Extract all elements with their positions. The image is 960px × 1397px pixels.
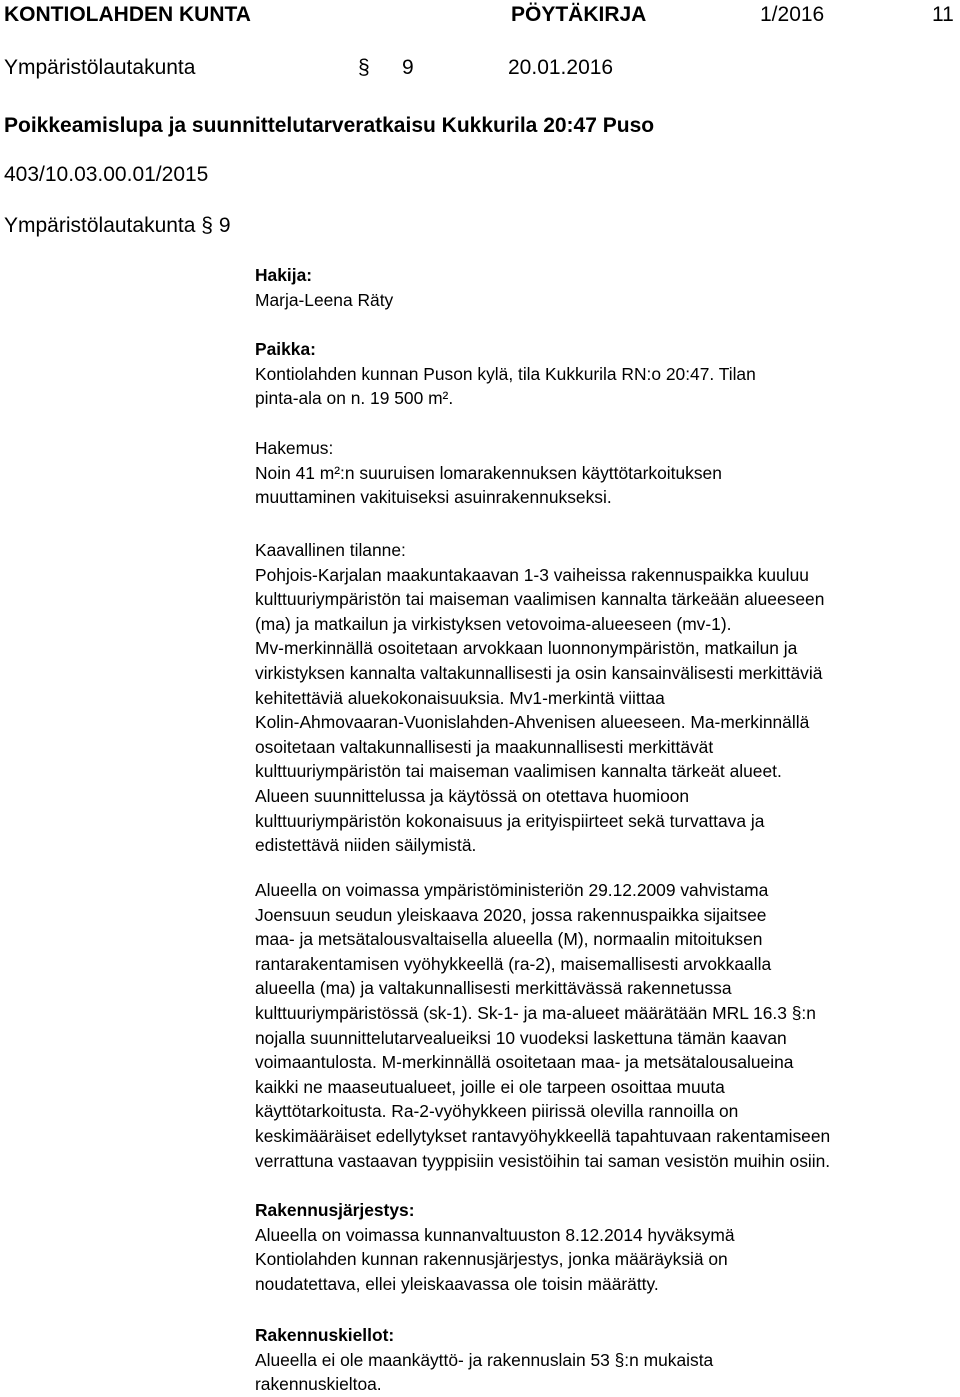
rakennusjarjestys-text: Alueella on voimassa kunnanvaltuuston 8.12.2014 hyväksymä Kontiolahden kunnan rakennusjärjestys, jonka määräyksiä on noudatettava, ellei yleiskaavassa ole toisin määrätty. — [255, 1224, 735, 1294]
rakennusjarjestys-label: Rakennusjärjestys: — [255, 1200, 415, 1220]
section-rakennuskiellot — [255, 1323, 960, 1397]
paikka-text: Kontiolahden kunnan Puson kylä, tila Kukkurila RN:o 20:47. Tilan pinta-ala on n. 19 500 m². — [255, 363, 756, 409]
subheader-committee-name: Ympäristölautakunta — [4, 214, 196, 237]
document-number: 1/2016 — [760, 3, 825, 26]
paikka-label: Paikka: — [255, 339, 316, 359]
committee-name: Ympäristölautakunta — [4, 56, 196, 79]
hakemus-text: Noin 41 m²:n suuruisen lomarakennuksen käyttötarkoituksen muuttaminen vakituiseksi asuinrakennukseksi. — [255, 462, 722, 508]
section-paikka — [255, 337, 960, 411]
rakennuskiellot-text: Alueella ei ole maankäyttö- ja rakennuslain 53 §:n mukaista rakennuskieltoa. — [255, 1349, 714, 1395]
rakennuskiellot-label: Rakennuskiellot: — [255, 1325, 395, 1345]
subheader-section-symbol: § — [201, 214, 213, 237]
section-hakija — [255, 263, 960, 312]
page-number: 11 — [932, 3, 954, 26]
kaavallinen-text: Pohjois-Karjalan maakuntakaavan 1-3 vaiheissa rakennuspaikka kuuluu kulttuuriympäristön tai maiseman vaalimisen kannalta tärkeään alueeseen (ma) ja matkailun ja virkistyksen vetovoima-alueeseen (mv-1). Mv-merkinnällä osoitetaan arvokkaan luonnonympäristön, matkailun ja virkistyksen kannalta valtakunnallisesti ja osin kansainvälisesti merkittäviä kehitettäviä aluekokonaisuuksia. Mv1-merkintä viittaa Kolin-Ahmovaaran-Vuonislahden-Ahvenisen alueeseen. Ma-merkinnällä osoitetaan valtakunnallisesti ja maakunnallisesti merkittävät kulttuuriympäristön tai maiseman vaalimisen kannalta tärkeät alueet. Alueen suunnittelussa ja käytössä on otettava huomioon kulttuuriympäristön kokonaisuus ja erityispiirteet sekä turvattava ja edistettävä niiden säilymistä. — [255, 564, 825, 856]
section-number: 9 — [402, 56, 414, 79]
subheader-committee — [4, 213, 231, 239]
municipality-name: KONTIOLAHDEN KUNTA — [4, 3, 251, 26]
section-symbol: § — [358, 56, 370, 79]
section-kaavallinen-tilanne — [255, 538, 960, 858]
meeting-date: 20.01.2016 — [508, 56, 614, 79]
page-title: Poikkeamislupa ja suunnittelutarveratkaisu Kukkurila 20:47 Puso — [4, 114, 655, 137]
hakija-text: Marja-Leena Räty — [255, 289, 394, 310]
subheader-section-number: 9 — [218, 214, 231, 237]
hakemus-label: Hakemus: — [255, 438, 334, 458]
yleiskaava-text: Alueella on voimassa ympäristöministeriön 29.12.2009 vahvistama Joensuun seudun yleiskaava 2020, jossa rakennuspaikka sijaitsee maa- ja metsätalousvaltaisella alueella (M), normaalin mitoituksen rantarakentamisen vyöhykkeellä (ra-2), maisemallisesti arvokkaalla alueella (ma) ja valtakunnallisesti merkittävässä rakennetussa kulttuuriympäristössä (sk-1). Sk-1- ja ma-alueet määrätään MRL 16.3 §:n nojalla suunnittelutarvealueiksi 10 vuodeksi laskettuna tämän kaavan voimaantulosta. M-merkinnällä osoitetaan maa- ja metsätalousalueina kaikki ne maaseutualueet, joille ei ole tarpeen osoittaa muuta käyttötarkoitusta. Ra-2-vyöhykkeen piirissä olevilla rannoilla on keskimääräiset edellytykset rantavyöhykkeellä tapahtuvaan rakentamiseen verrattuna vastaavan tyyppisiin vesistöihin tai saman vesistön muihin osiin. — [255, 880, 831, 1171]
hakija-label: Hakija: — [255, 265, 313, 285]
document-type: PÖYTÄKIRJA — [511, 3, 647, 26]
kaavallinen-label: Kaavallinen tilanne: — [255, 540, 406, 560]
section-rakennusjarjestys — [255, 1198, 960, 1296]
reference-number: 403/10.03.00.01/2015 — [4, 163, 209, 186]
section-hakemus — [255, 436, 960, 510]
section-yleiskaava — [255, 878, 960, 1173]
